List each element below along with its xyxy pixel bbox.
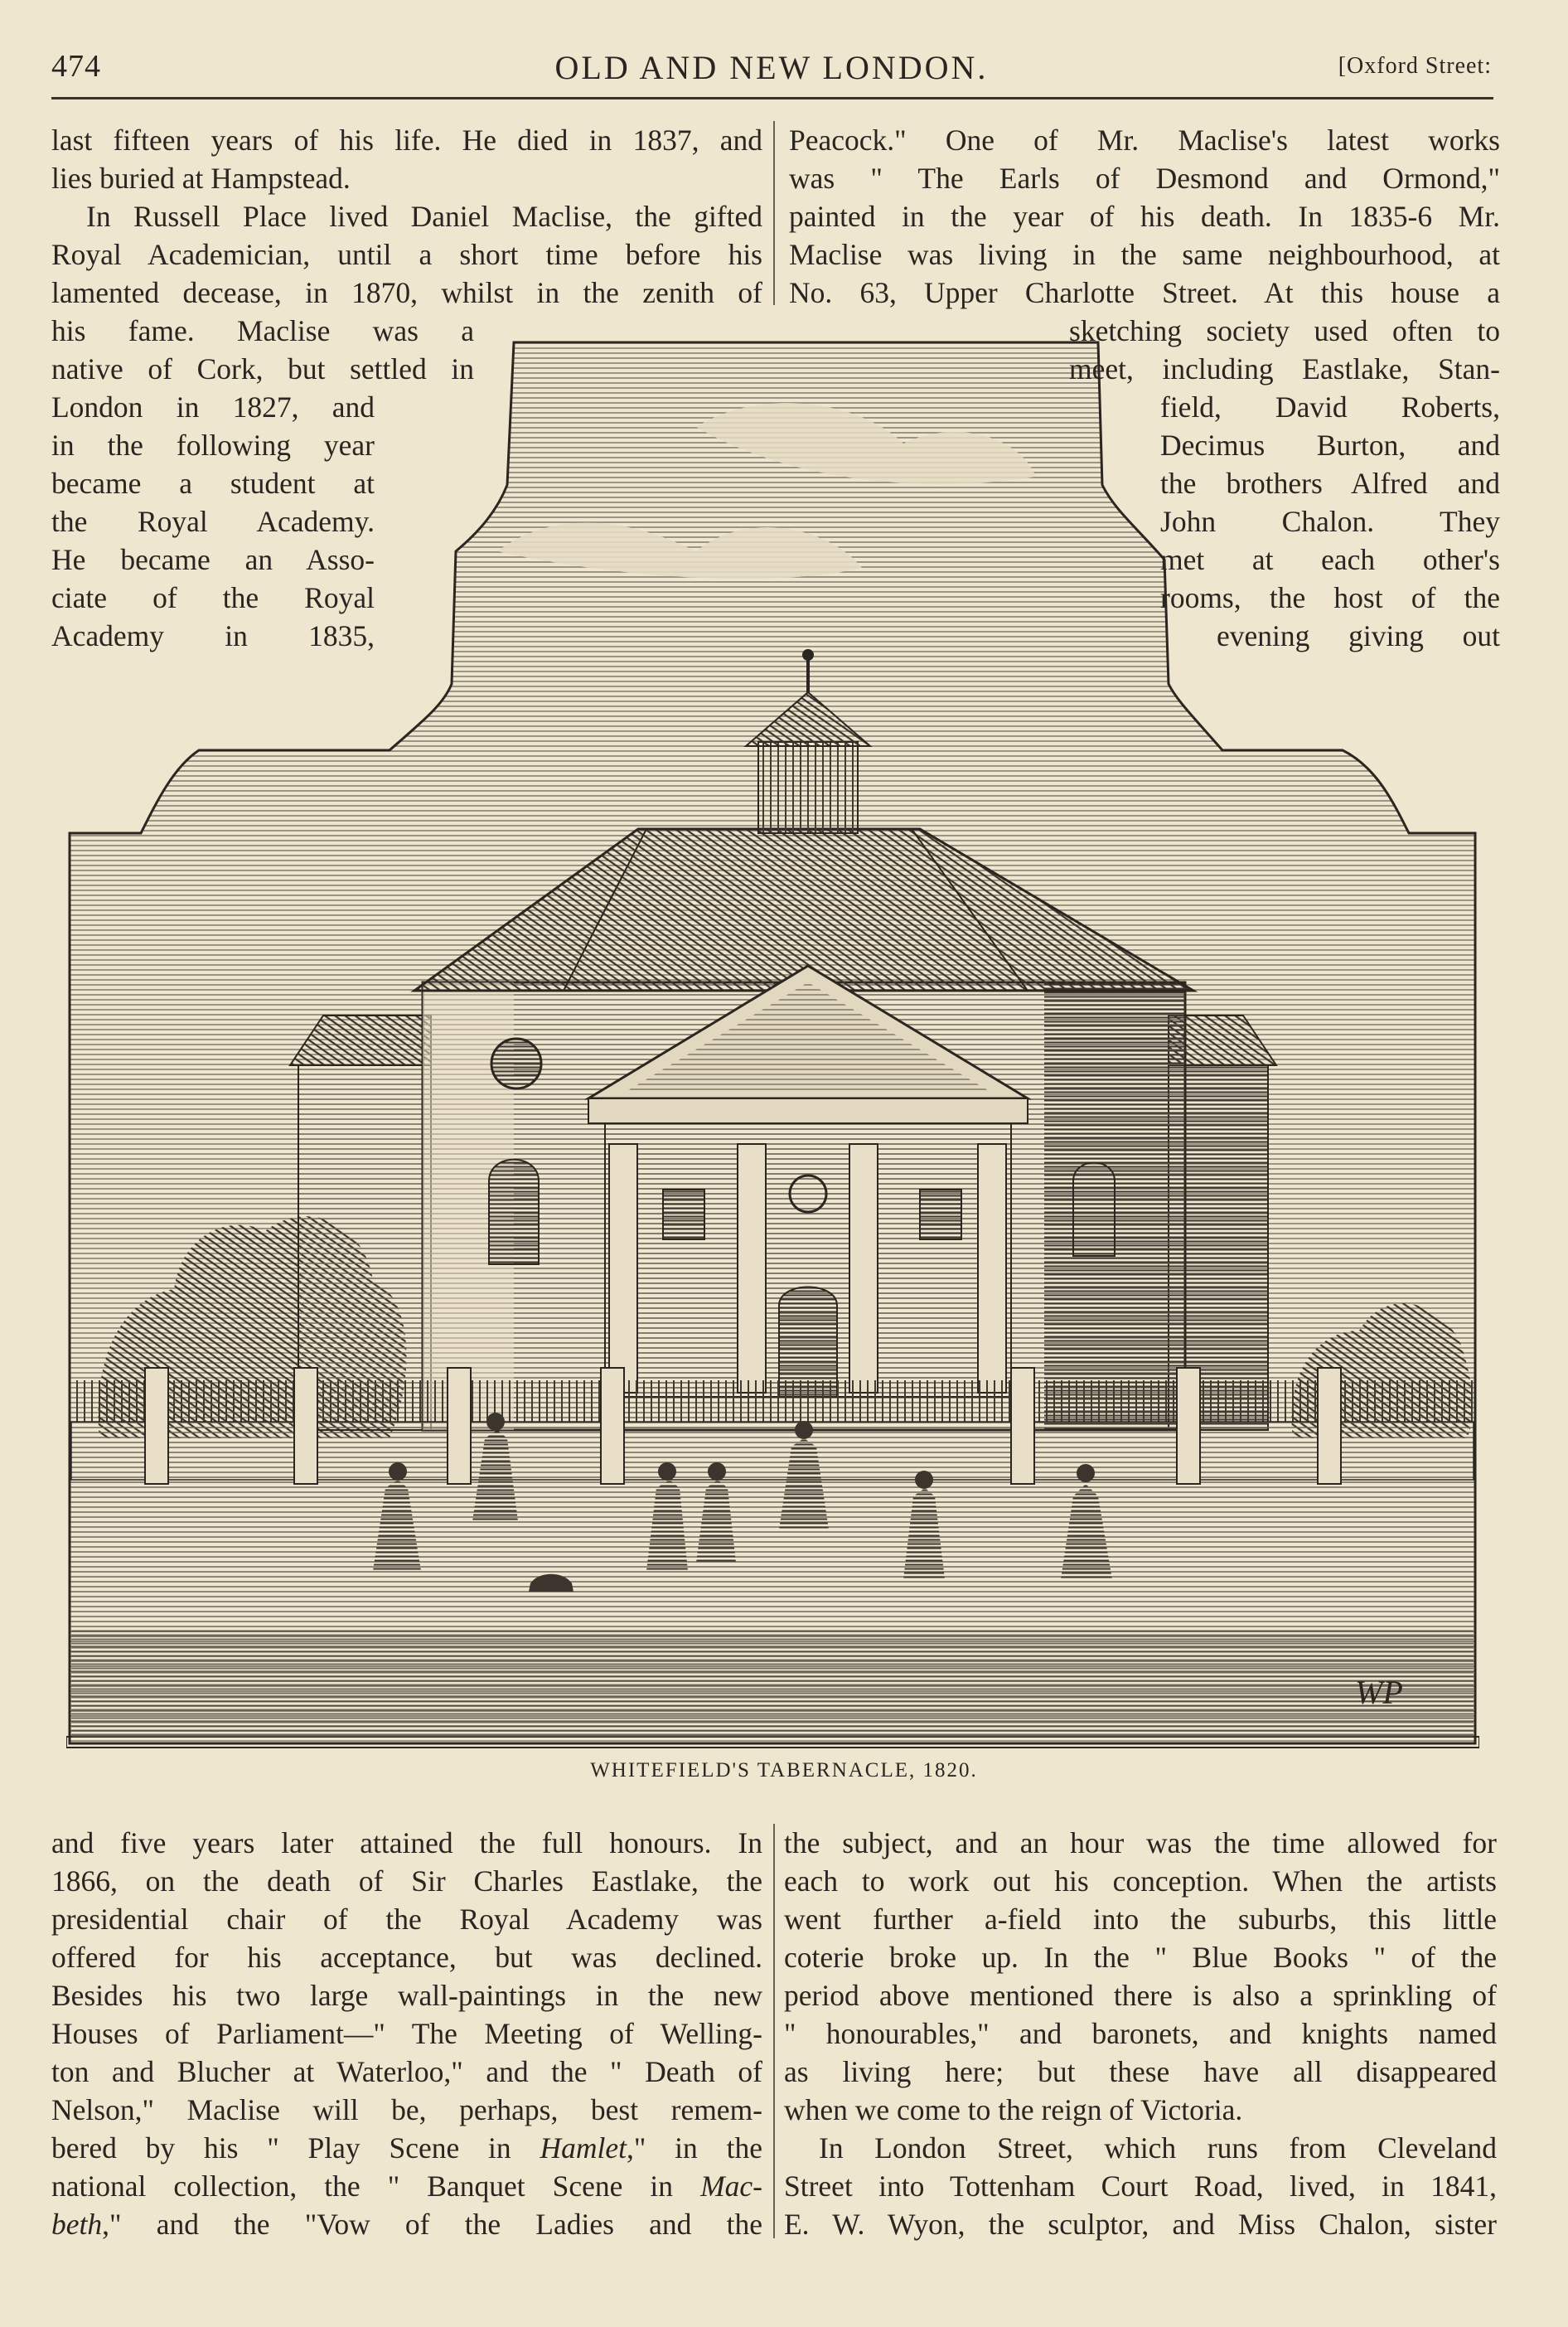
text-line: John Chalon. They — [1160, 505, 1500, 538]
figure-caption: WHITEFIELD'S TABERNACLE, 1820. — [590, 1759, 978, 1782]
text-line: his fame. Maclise was a — [51, 314, 474, 347]
text-run: bered by his " Play Scene in — [51, 2131, 540, 2165]
text-line: rooms, the host of the — [1160, 581, 1500, 614]
text-line: each to work out his conception. When the artists — [784, 1864, 1497, 1898]
text-line: Nelson," Maclise will be, perhaps, best remem- — [51, 2093, 762, 2126]
text-line: Street into Tottenham Court Road, lived, in 1841, — [784, 2169, 1497, 2203]
text-line: Besides his two large wall-paintings in the new — [51, 1979, 762, 2012]
text-line: He became an Asso- — [51, 543, 375, 576]
text-line: Peacock." One of Mr. Maclise's latest works — [789, 124, 1500, 157]
section-label: [Oxford Street: — [1338, 53, 1492, 79]
text-line: when we come to the reign of Victoria. — [784, 2093, 1243, 2126]
text-line — [51, 2129, 762, 2167]
text-line: period above mentioned there is also a sprinkling of — [784, 1979, 1497, 2012]
column-wrap-left — [51, 312, 474, 655]
column-rule-bottom — [773, 1824, 775, 2238]
engraver-monogram: WP — [1355, 1674, 1403, 1711]
page-number: 474 — [51, 49, 101, 84]
text-line: lamented decease, in 1870, whilst in the zenith of — [51, 276, 762, 309]
text-line — [51, 2205, 762, 2243]
text-line: Maclise was living in the same neighbourhood, at — [789, 238, 1500, 271]
text-line: in the following year — [51, 429, 375, 462]
text-line: 1866, on the death of Sir Charles Eastlake, the — [51, 1864, 762, 1898]
column-bottom-right — [784, 1824, 1497, 2243]
text-line: sketching society used often to — [1069, 314, 1500, 347]
text-line: the subject, and an hour was the time allowed for — [784, 1826, 1497, 1859]
text-line: field, David Roberts, — [1160, 390, 1500, 424]
text-line: went further a-field into the suburbs, this little — [784, 1903, 1497, 1936]
text-line: native of Cork, but settled in — [51, 352, 474, 385]
text-line: Decimus Burton, and — [1160, 429, 1500, 462]
column-bottom-left — [51, 1824, 762, 2243]
text-line: the brothers Alfred and — [1160, 467, 1500, 500]
text-line: E. W. Wyon, the sculptor, and Miss Chalon, sister — [784, 2208, 1497, 2241]
text-line: evening giving out — [1217, 619, 1500, 652]
text-line: meet, including Eastlake, Stan- — [1069, 352, 1500, 385]
text-line: No. 63, Upper Charlotte Street. At this house a — [789, 276, 1500, 309]
text-line: In Russell Place lived Daniel Maclise, the gifted — [86, 200, 762, 233]
text-line: Houses of Parliament—" The Meeting of Welling- — [51, 2017, 762, 2050]
text-line: Academy in 1835, — [51, 619, 375, 652]
text-run: ," and the "Vow of the Ladies and the — [102, 2208, 762, 2241]
italic-title: Hamlet — [540, 2131, 627, 2165]
column-top-left — [51, 121, 762, 312]
column-rule-top — [773, 121, 775, 305]
text-line: presidential chair of the Royal Academy was — [51, 1903, 762, 1936]
italic-title: beth — [51, 2208, 103, 2241]
italic-title: Mac- — [700, 2169, 762, 2203]
text-line — [51, 2167, 762, 2205]
text-line: ton and Blucher at Waterloo," and the " Death of — [51, 2055, 762, 2088]
text-run: national collection, the " Banquet Scene in — [51, 2169, 701, 2203]
text-run: ," in the — [627, 2131, 762, 2165]
text-line: In London Street, which runs from Cleveland — [819, 2131, 1497, 2165]
text-line: Royal Academician, until a short time before his — [51, 238, 762, 271]
text-line: became a student at — [51, 467, 375, 500]
text-line: as living here; but these have all disappeared — [784, 2055, 1497, 2088]
text-line: lies buried at Hampstead. — [51, 162, 351, 195]
text-line: met at each other's — [1160, 543, 1500, 576]
running-header — [51, 48, 1492, 98]
text-line: and five years later attained the full honours. In — [51, 1826, 762, 1859]
column-wrap-right — [1069, 312, 1500, 655]
text-line: the Royal Academy. — [51, 505, 375, 538]
text-line: London in 1827, and — [51, 390, 375, 424]
text-line: coterie broke up. In the " Blue Books " of the — [784, 1941, 1497, 1974]
text-line: ciate of the Royal — [51, 581, 375, 614]
text-line: last fifteen years of his life. He died in 1837, and — [51, 124, 762, 157]
text-line: offered for his acceptance, but was declined. — [51, 1941, 762, 1974]
column-top-right — [789, 121, 1500, 312]
running-title: OLD AND NEW LONDON. — [554, 49, 989, 86]
header-rule — [51, 97, 1493, 99]
text-line: " honourables," and baronets, and knights named — [784, 2017, 1497, 2050]
text-line: painted in the year of his death. In 1835-6 Mr. — [789, 200, 1500, 233]
text-line: was " The Earls of Desmond and Ormond," — [789, 162, 1500, 195]
